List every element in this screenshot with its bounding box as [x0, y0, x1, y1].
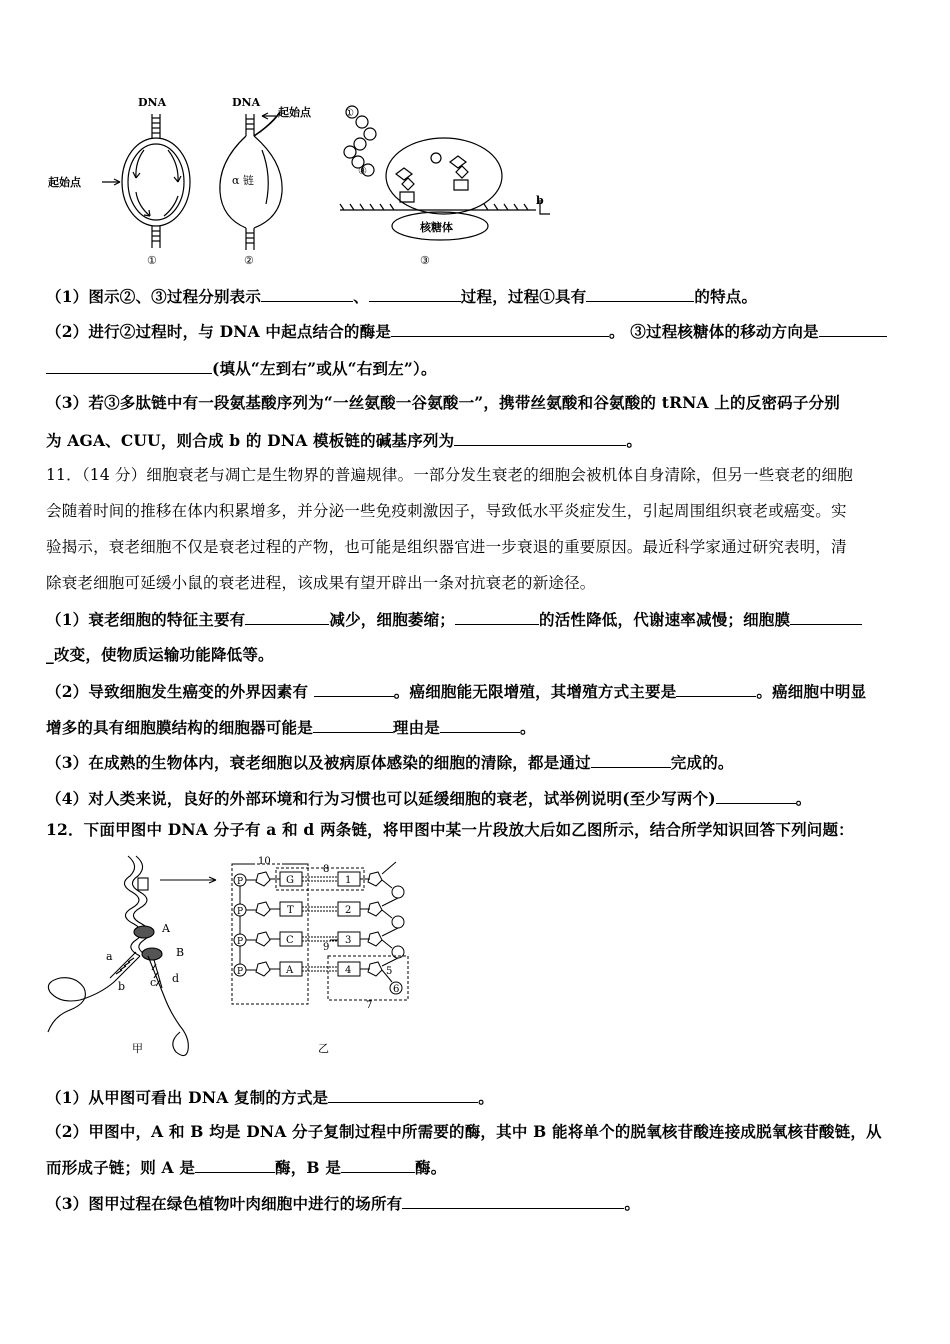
label-circle-1-peptide: ① [345, 108, 354, 119]
diagram-3-translation [340, 106, 550, 240]
q11-blank-9[interactable] [716, 788, 796, 804]
base-A: A [286, 965, 294, 976]
q12-blank-1[interactable] [328, 1087, 478, 1103]
q12-part-3: （3）图甲过程在绿色植物叶肉细胞中进行的场所有 。 [46, 1194, 641, 1213]
q10-part-3-cont: 为 AGA、CUU，则合成 b 的 DNA 模板链的碱基序列为 。 [46, 431, 643, 450]
caption-yi: 乙 [318, 1042, 329, 1055]
num-4: 4 [345, 965, 352, 976]
label-origin-left: 起始点 [48, 176, 81, 189]
q11-blank-2[interactable] [455, 609, 539, 625]
label-circle-8: ⑧ [358, 166, 367, 177]
diagram-jia [48, 856, 216, 1056]
q12-part-1: （1）从甲图可看出 DNA 复制的方式是 。 [46, 1088, 494, 1107]
label-strand-c: c [150, 976, 157, 989]
q10-blank-1[interactable] [261, 286, 353, 302]
label-enzyme-A: A [162, 922, 170, 935]
label-5: 5 [386, 966, 393, 977]
label-circle-1: ① [147, 254, 157, 267]
q11-part-4: （4）对人类来说，良好的外部环境和行为习惯也可以延缓细胞的衰老，试举例说明(至少写两个) 。 [46, 789, 812, 808]
q11-intro-3: 验揭示，衰老细胞不仅是衰老过程的产物，也可能是组织器官进一步衰退的重要原因。最近科学家通过研究表明，清 [46, 538, 847, 556]
q12-part-2-cont: 而形成子链；则 A 是 酶，B 是 酶。 [46, 1158, 447, 1177]
label-b: b [536, 194, 544, 207]
label-ribosome: 核糖体 [420, 221, 453, 234]
q11-blank-4[interactable] [314, 681, 394, 697]
label-enzyme-B: B [176, 946, 185, 959]
q11-intro-1: 11．（14 分）细胞衰老与凋亡是生物界的普遍规律。一部分发生衰老的细胞会被机体自身清除，但另一些衰老的细胞 [46, 466, 853, 484]
q10-blank-5b[interactable] [46, 358, 212, 374]
q11-blank-7[interactable] [440, 717, 520, 733]
diagram-yi [232, 862, 408, 1004]
q10-blank-6[interactable] [454, 430, 626, 446]
label-alpha-chain: α 链 [232, 174, 254, 187]
q11-intro-4: 除衰老细胞可延缓小鼠的衰老进程，该成果有望开辟出一条对抗衰老的新途径。 [46, 574, 596, 592]
diagram-1-replication [102, 114, 190, 248]
phosphate-1: P [237, 877, 244, 887]
q11-blank-6[interactable] [313, 717, 393, 733]
phosphate-3: P [237, 937, 244, 947]
label-10: 10 [258, 856, 271, 867]
label-dna-1: DNA [138, 96, 167, 109]
q11-blank-8[interactable] [591, 752, 671, 768]
label-8: 8 [323, 864, 330, 875]
figure-dna-structure [40, 852, 420, 1062]
q10-blank-5[interactable] [819, 321, 887, 337]
q12-part-2: （2）甲图中，A 和 B 均是 DNA 分子复制过程中所需要的酶，其中 B 能将单个的脱氧核苷酸连接成脱氧核苷酸链，从 [46, 1122, 882, 1141]
q12-intro: 12．下面甲图中 DNA 分子有 a 和 d 两条链，将甲图中某一片段放大后如乙图所示，结合所学知识回答下列问题： [46, 820, 854, 839]
label-6: 6 [393, 984, 400, 995]
base-T: T [287, 905, 294, 916]
q10-blank-4[interactable] [391, 321, 609, 337]
label-7: 7 [366, 1000, 373, 1011]
q10-part-1: （1）图示②、③过程分别表示 、 过程，过程①具有 的特点。 [46, 287, 758, 306]
label-strand-d: d [172, 972, 180, 985]
figure-replication-translation [40, 92, 560, 270]
q11-intro-2: 会随着时间的推移在体内积累增多，并分泌一些免疫刺激因子，导致低水平炎症发生，引起周围组织衰老或癌变。实 [46, 502, 847, 520]
q11-blank-1[interactable] [245, 609, 329, 625]
label-strand-a: a [106, 950, 113, 963]
phosphate-2: P [237, 907, 244, 917]
label-9: 9 [323, 942, 330, 953]
base-C: C [286, 935, 294, 946]
label-circle-3: ③ [420, 254, 430, 267]
label-origin-right: 起始点 [278, 106, 311, 119]
label-dna-2: DNA [232, 96, 261, 109]
q12-blank-2[interactable] [195, 1157, 275, 1173]
q12-blank-4[interactable] [402, 1193, 624, 1209]
q12-blank-3[interactable] [341, 1157, 415, 1173]
q10-part-2: （2）进行②过程时，与 DNA 中起点结合的酶是 。 ③过程核糖体的移动方向是 [46, 321, 908, 342]
q11-part-2: （2）导致细胞发生癌变的外界因素有 。癌细胞能无限增殖，其增殖方式主要是 。癌细胞中明显 [46, 682, 867, 701]
q10-blank-2[interactable] [369, 286, 461, 302]
q11-part-1: （1）衰老细胞的特征主要有 减少，细胞萎缩； 的活性降低，代谢速率减慢；细胞膜 [46, 609, 908, 630]
q11-part-2-cont: 增多的具有细胞膜结构的细胞器可能是 理由是 。 [46, 718, 536, 737]
label-strand-b: b [118, 980, 126, 993]
q11-blank-3[interactable] [790, 609, 862, 625]
base-G: G [286, 875, 294, 886]
q11-blank-5[interactable] [676, 681, 756, 697]
q10-part-3: （3）若③多肽链中有一段氨基酸序列为“一丝氨酸一谷氨酸一”，携带丝氨酸和谷氨酸的 tRNA 上的反密码子分别 [46, 393, 840, 412]
num-1: 1 [345, 875, 352, 886]
phosphate-4: P [237, 967, 244, 977]
q10-blank-3[interactable] [586, 286, 694, 302]
q11-part-1-cont: _改变，使物质运输功能降低等。 [46, 645, 274, 664]
caption-jia: 甲 [132, 1042, 143, 1055]
label-circle-2: ② [244, 254, 254, 267]
num-2: 2 [345, 905, 352, 916]
num-3: 3 [345, 935, 352, 946]
q11-part-3: （3）在成熟的生物体内，衰老细胞以及被病原体感染的细胞的清除，都是通过 完成的。 [46, 753, 734, 772]
q10-part-2-cont: (填从“左到右”或从“右到左”）。 [46, 358, 908, 379]
